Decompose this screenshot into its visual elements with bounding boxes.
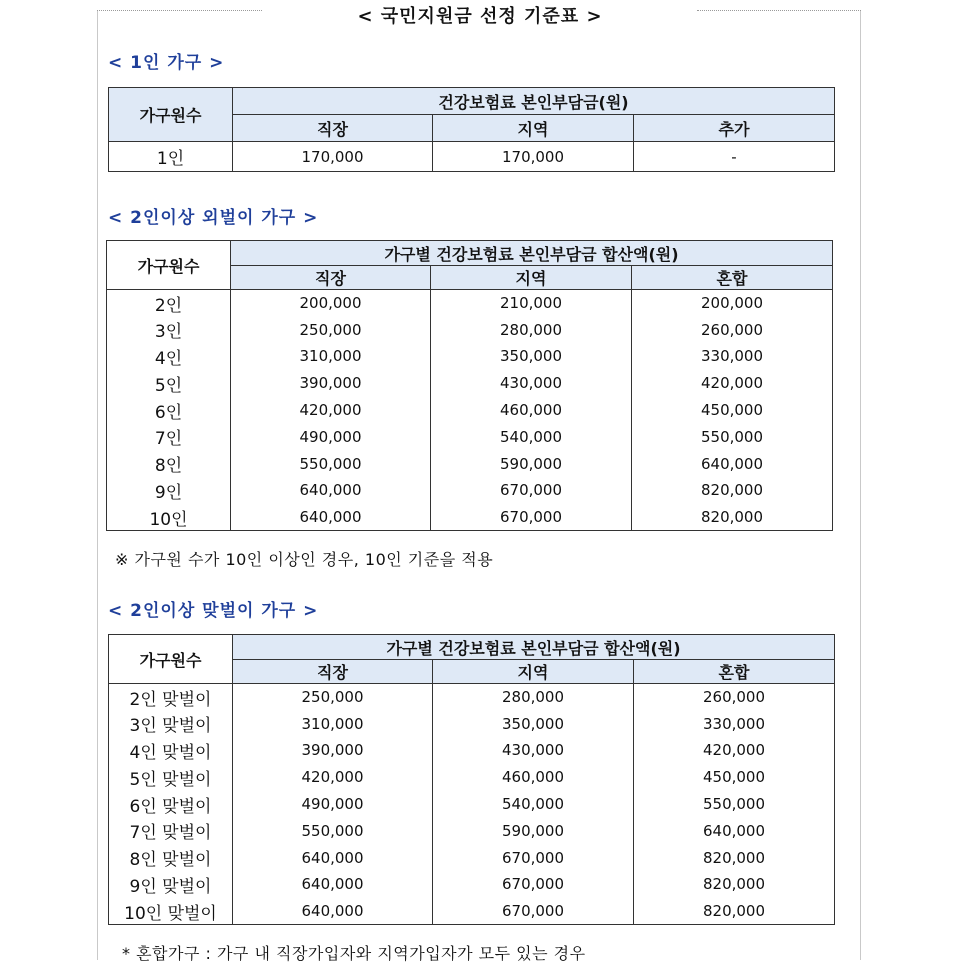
row-label: 1인	[109, 142, 233, 172]
row-label: 7인	[107, 423, 231, 450]
cell-value: 640,000	[233, 898, 433, 925]
header-main: 가구별 건강보험료 본인부담금 합산액(원)	[231, 241, 833, 266]
cell-value: 640,000	[632, 450, 833, 477]
row-label: 6인	[107, 397, 231, 424]
row-label: 3인 맞벌이	[109, 710, 233, 737]
cell-value: 170,000	[433, 142, 634, 172]
cell-value: 450,000	[632, 397, 833, 424]
table-row	[107, 450, 833, 477]
cell-value: 170,000	[233, 142, 433, 172]
cell-value: 670,000	[433, 844, 634, 871]
header-household-count: 가구원수	[109, 635, 233, 684]
header-col-mixed: 혼합	[634, 660, 835, 684]
cell-value: 640,000	[233, 844, 433, 871]
table-row	[109, 871, 835, 898]
cell-value: 250,000	[233, 684, 433, 711]
cell-value: 540,000	[433, 791, 634, 818]
table-row	[109, 142, 835, 172]
cell-value: 390,000	[233, 737, 433, 764]
cell-value: -	[634, 142, 835, 172]
cell-value: 450,000	[634, 764, 835, 791]
cell-value: 460,000	[431, 397, 632, 424]
row-label: 8인 맞벌이	[109, 844, 233, 871]
single-household-table	[108, 87, 835, 172]
row-label: 9인 맞벌이	[109, 871, 233, 898]
table-row	[109, 844, 835, 871]
table-row	[107, 397, 833, 424]
table-row	[109, 737, 835, 764]
cell-value: 200,000	[632, 290, 833, 317]
cell-value: 310,000	[231, 343, 431, 370]
cell-value: 250,000	[231, 316, 431, 343]
cell-value: 550,000	[632, 423, 833, 450]
cell-value: 350,000	[433, 710, 634, 737]
cell-value: 640,000	[231, 504, 431, 531]
header-col-region: 지역	[433, 660, 634, 684]
row-label: 9인	[107, 477, 231, 504]
table-row	[107, 370, 833, 397]
row-label: 8인	[107, 450, 231, 477]
cell-value: 260,000	[634, 684, 835, 711]
cell-value: 280,000	[431, 316, 632, 343]
cell-value: 820,000	[634, 844, 835, 871]
table-row	[109, 791, 835, 818]
cell-value: 430,000	[433, 737, 634, 764]
header-col-workplace: 직장	[231, 266, 431, 290]
row-label: 6인 맞벌이	[109, 791, 233, 818]
cell-value: 420,000	[233, 764, 433, 791]
row-label: 2인	[107, 290, 231, 317]
header-col-region: 지역	[433, 115, 634, 142]
cell-value: 640,000	[634, 817, 835, 844]
cell-value: 640,000	[231, 477, 431, 504]
cell-value: 420,000	[231, 397, 431, 424]
cell-value: 820,000	[634, 898, 835, 925]
cell-value: 540,000	[431, 423, 632, 450]
table-row	[109, 710, 835, 737]
cell-value: 310,000	[233, 710, 433, 737]
cell-value: 490,000	[233, 791, 433, 818]
cell-value: 820,000	[632, 504, 833, 531]
cell-value: 350,000	[431, 343, 632, 370]
cell-value: 820,000	[634, 871, 835, 898]
row-label: 5인 맞벌이	[109, 764, 233, 791]
cell-value: 330,000	[632, 343, 833, 370]
cell-value: 330,000	[634, 710, 835, 737]
header-col-workplace: 직장	[233, 115, 433, 142]
cell-value: 670,000	[431, 477, 632, 504]
cell-value: 210,000	[431, 290, 632, 317]
dual-earner-table	[108, 634, 835, 925]
header-household-count: 가구원수	[107, 241, 231, 290]
header-main: 가구별 건강보험료 본인부담금 합산액(원)	[233, 635, 835, 660]
table-row	[107, 343, 833, 370]
table-row	[107, 290, 833, 317]
cell-value: 490,000	[231, 423, 431, 450]
section-title-single-earner: < 2인이상 외벌이 가구 >	[108, 208, 319, 228]
header-col-region: 지역	[431, 266, 632, 290]
cell-value: 460,000	[433, 764, 634, 791]
cell-value: 390,000	[231, 370, 431, 397]
single-earner-table	[106, 240, 833, 531]
page-border-right	[860, 10, 861, 960]
row-label: 10인 맞벌이	[109, 898, 233, 925]
row-label: 7인 맞벌이	[109, 817, 233, 844]
cell-value: 550,000	[634, 791, 835, 818]
table-row	[107, 423, 833, 450]
row-label: 3인	[107, 316, 231, 343]
row-label: 2인 맞벌이	[109, 684, 233, 711]
header-household-count: 가구원수	[109, 88, 233, 142]
table-row	[107, 477, 833, 504]
row-label: 10인	[107, 504, 231, 531]
table-row	[109, 764, 835, 791]
cell-value: 670,000	[433, 871, 634, 898]
table-row	[109, 684, 835, 711]
note-mixed-household: * 혼합가구 : 가구 내 직장가입자와 지역가입자가 모두 있는 경우	[122, 944, 586, 963]
table-row	[107, 504, 833, 531]
cell-value: 260,000	[632, 316, 833, 343]
cell-value: 280,000	[433, 684, 634, 711]
header-col-extra: 추가	[634, 115, 835, 142]
header-col-mixed: 혼합	[632, 266, 833, 290]
cell-value: 550,000	[231, 450, 431, 477]
row-label: 4인	[107, 343, 231, 370]
cell-value: 420,000	[632, 370, 833, 397]
cell-value: 590,000	[433, 817, 634, 844]
cell-value: 550,000	[233, 817, 433, 844]
cell-value: 820,000	[632, 477, 833, 504]
header-col-workplace: 직장	[233, 660, 433, 684]
page-border-left	[97, 10, 98, 960]
header-main: 건강보험료 본인부담금(원)	[233, 88, 835, 115]
cell-value: 670,000	[433, 898, 634, 925]
note-ten-plus: ※ 가구원 수가 10인 이상인 경우, 10인 기준을 적용	[115, 550, 494, 569]
document-title: < 국민지원금 선정 기준표 >	[357, 6, 603, 27]
cell-value: 200,000	[231, 290, 431, 317]
section-title-single: < 1인 가구 >	[108, 53, 225, 73]
cell-value: 640,000	[233, 871, 433, 898]
cell-value: 590,000	[431, 450, 632, 477]
cell-value: 670,000	[431, 504, 632, 531]
row-label: 5인	[107, 370, 231, 397]
table-row	[109, 817, 835, 844]
table-row	[109, 898, 835, 925]
row-label: 4인 맞벌이	[109, 737, 233, 764]
section-title-dual-earner: < 2인이상 맞벌이 가구 >	[108, 601, 319, 621]
cell-value: 430,000	[431, 370, 632, 397]
table-row	[107, 316, 833, 343]
cell-value: 420,000	[634, 737, 835, 764]
